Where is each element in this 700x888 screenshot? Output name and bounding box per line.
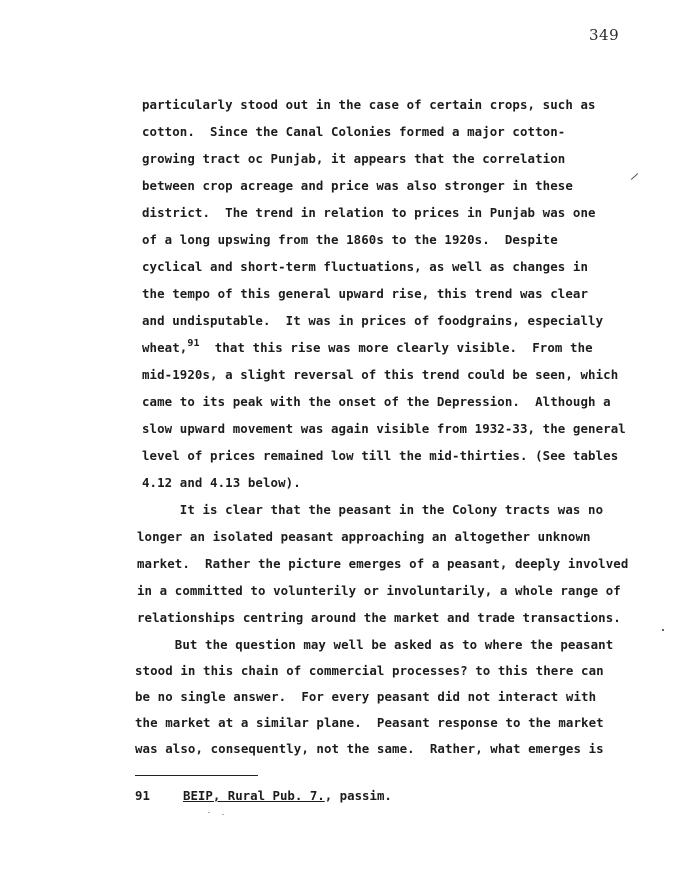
text-line: It is clear that the peasant in the Colony tracts was no: [142, 502, 604, 517]
text-line: in a committed to volunterily or involuntarily, a whole range of: [137, 583, 621, 598]
footnote: [135, 788, 392, 804]
footnote-source: BEIP, Rural Pub. 7.: [183, 788, 325, 803]
text-line: between crop acreage and price was also stronger in these: [142, 178, 573, 193]
text-line: cotton. Since the Canal Colonies formed a major cotton-: [142, 124, 566, 139]
footnote-number: 91: [135, 788, 150, 803]
text-line: slow upward movement was again visible from 1932-33, the general: [142, 421, 626, 436]
text-line-with-footnote: [142, 340, 593, 356]
text-line: stood in this chain of commercial processes? to this there can: [135, 663, 604, 678]
text-line: 4.12 and 4.13 below).: [142, 475, 301, 490]
footnote-suffix: , passim.: [324, 788, 392, 803]
scan-speck: [222, 814, 224, 815]
scan-speck: [208, 812, 210, 813]
text-line: came to its peak with the onset of the Depression. Although a: [142, 394, 611, 409]
text-line: was also, consequently, not the same. Rather, what emerges is: [135, 741, 604, 756]
text-line: longer an isolated peasant approaching an altogether unknown: [137, 529, 591, 544]
text-line: particularly stood out in the case of certain crops, such as: [142, 97, 596, 112]
margin-tick-mark: [631, 173, 638, 180]
margin-dot-mark: [662, 629, 664, 631]
text-fragment: that this rise was more clearly visible. From the: [199, 340, 593, 355]
text-line: and undisputable. It was in prices of foodgrains, especially: [142, 313, 604, 328]
text-fragment: wheat,: [142, 340, 188, 355]
text-line: of a long upswing from the 1860s to the 1920s. Despite: [142, 232, 558, 247]
text-line: be no single answer. For every peasant did not interact with: [135, 689, 597, 704]
footnote-divider: [135, 775, 258, 776]
text-line: the tempo of this general upward rise, this trend was clear: [142, 286, 589, 301]
footnote-reference: 91: [187, 338, 200, 349]
text-line: the market at a similar plane. Peasant response to the market: [135, 715, 604, 730]
text-line: district. The trend in relation to prices in Punjab was one: [142, 205, 596, 220]
text-line: growing tract oc Punjab, it appears that the correlation: [142, 151, 566, 166]
text-line: But the question may well be asked as to where the peasant: [137, 637, 614, 652]
text-line: relationships centring around the market and trade transactions.: [137, 610, 621, 625]
text-line: mid-1920s, a slight reversal of this trend could be seen, which: [142, 367, 619, 382]
text-line: level of prices remained low till the mid-thirties. (See tables: [142, 448, 619, 463]
text-line: market. Rather the picture emerges of a peasant, deeply involved: [137, 556, 629, 571]
text-line: cyclical and short-term fluctuations, as well as changes in: [142, 259, 589, 274]
page-number: 349: [589, 26, 620, 44]
